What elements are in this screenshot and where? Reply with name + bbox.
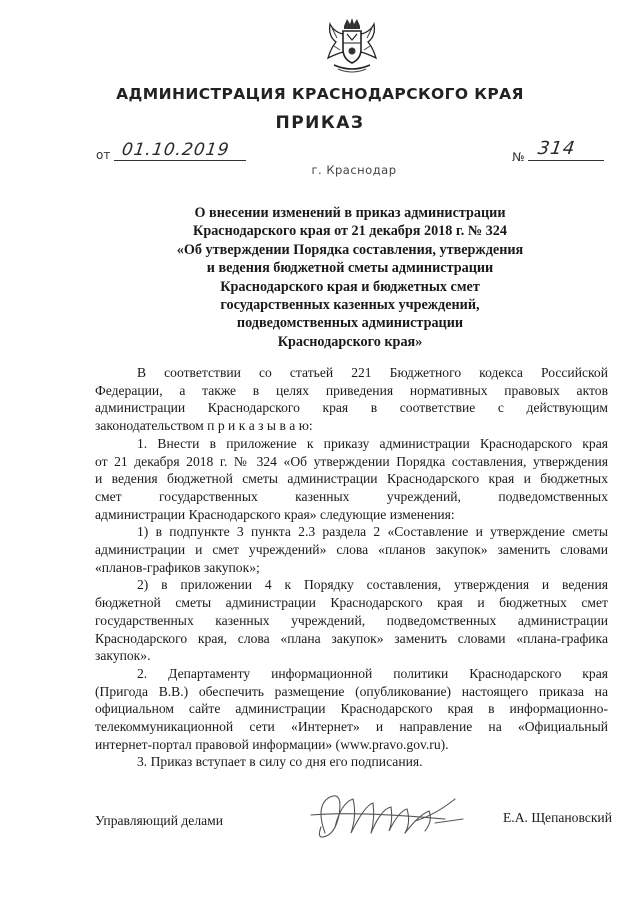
paragraph-subitem	[95, 576, 608, 665]
text-line: государственных казенных учреждений, подведомственных администрации	[95, 612, 608, 628]
number-prefix: №	[512, 150, 525, 164]
text-line: телекоммуникационной сети «Интернет» и направление на «Официальный	[95, 719, 608, 735]
handwritten-signature-icon	[295, 775, 475, 855]
text-line: 2. Департаменту информационной политики Краснодарского края	[137, 665, 608, 681]
text-line: смет государственных казенных учреждений, подведомственных	[95, 488, 608, 504]
text-line: Краснодарского края, слова «плана закупок» заменить словами «плана-графика	[95, 630, 608, 646]
text-line: «планов-графиков закупок»;	[95, 559, 260, 575]
title-line: О внесении изменений в приказ администрации	[194, 205, 506, 221]
title-line: государственных казенных учреждений,	[220, 297, 480, 314]
text-line: 2) в приложении 4 к Порядку составления, утверждения и ведения	[137, 577, 608, 593]
text-line: официальном сайте администрации Краснодарского края в информационно-	[95, 701, 608, 717]
title-line: и ведения бюджетной сметы администрации	[206, 260, 494, 277]
text-line: администрации Краснодарского края» следующие изменения:	[95, 506, 455, 522]
signatory-name: Е.А. Щепановский	[503, 810, 612, 825]
text-line: 1) в подпункте 3 пункта 2.3 раздела 2 «Составление и утверждение сметы	[137, 524, 608, 540]
document-title	[140, 204, 560, 351]
document-date: 01.10.2019	[120, 140, 231, 160]
text-line: Федерации, а также в целях приведения нормативных правовых актов	[95, 382, 608, 398]
title-line: Краснодарского края и бюджетных смет	[220, 278, 480, 295]
paragraph-subitem	[95, 523, 608, 576]
title-line: Краснодарского края от 21 декабря 2018 г. № 324	[193, 223, 507, 240]
text-line: бюджетной сметы администрации Краснодарского края и бюджетных смет	[95, 595, 608, 611]
title-line: «Об утверждении Порядка составления, утверждения	[176, 241, 524, 258]
date-underline	[114, 160, 246, 161]
city: г. Краснодар	[311, 163, 397, 177]
text-line: 3. Приказ вступает в силу со дня его подписания.	[137, 754, 423, 770]
title-line: подведомственных администрации	[236, 315, 464, 332]
paragraph-preamble	[95, 364, 608, 435]
text-line: закупок».	[95, 648, 151, 664]
text-line: администрации и смет учреждений» слова «планов закупок» заменить словами	[95, 542, 608, 558]
text-line: от 21 декабря 2018 г. № 324 «Об утверждении Порядка составления, утверждения	[95, 453, 608, 469]
text-line: администрации Краснодарского края в соответствие с действующим	[95, 400, 608, 416]
text-line: и ведения бюджетной сметы администрации Краснодарского края и бюджетных	[95, 471, 608, 487]
text-line: 1. Внести в приложение к приказу администрации Краснодарского края	[137, 435, 608, 451]
organization-name: АДМИНИСТРАЦИЯ КРАСНОДАРСКОГО КРАЯ	[116, 85, 524, 103]
text-line: В соответствии со статьей 221 Бюджетного кодекса Российской	[137, 365, 608, 380]
text-line: (Пригода В.В.) обеспечить размещение (опубликование) настоящего приказа на	[95, 683, 608, 699]
paragraph-item	[95, 753, 608, 771]
paragraph-item	[95, 665, 608, 754]
coat-of-arms-icon	[322, 16, 382, 76]
paragraph-item	[95, 435, 608, 524]
document-body	[95, 364, 608, 771]
title-line: Краснодарского края»	[277, 333, 423, 350]
document-type: ПРИКАЗ	[275, 113, 365, 133]
number-underline	[528, 160, 604, 161]
text-line: интернет-портал правовой информации» (www.pravo.gov.ru).	[95, 736, 449, 752]
signatory-role: Управляющий делами	[95, 813, 224, 828]
document-number: 314	[536, 138, 577, 159]
text-line: законодательством п р и к а з ы в а ю:	[95, 418, 313, 434]
date-prefix: от	[96, 148, 111, 162]
